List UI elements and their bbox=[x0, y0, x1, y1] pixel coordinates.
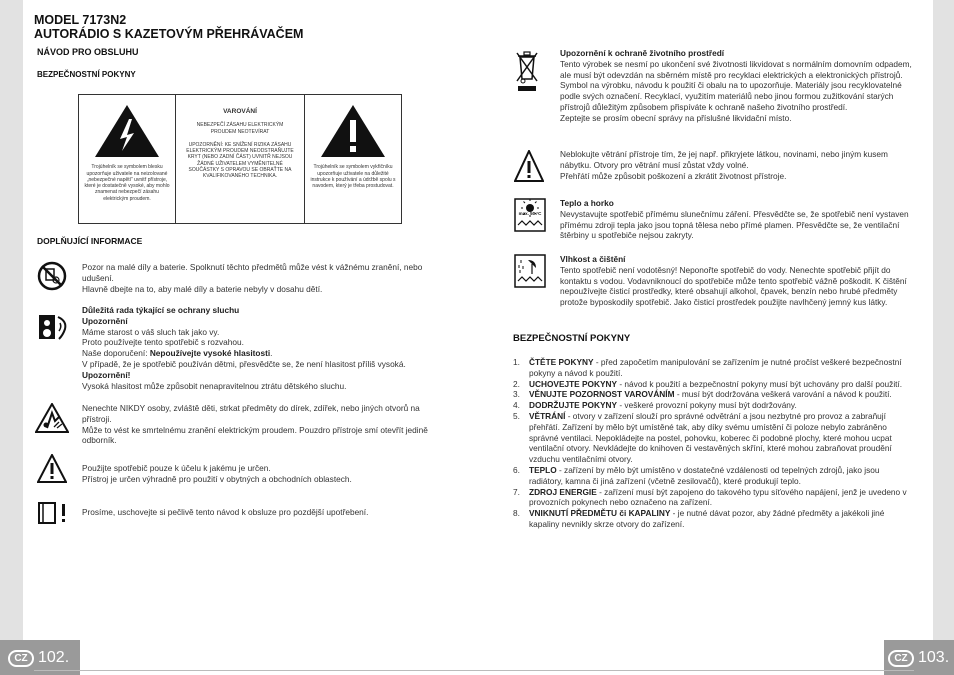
list-item-body bbox=[529, 357, 915, 379]
list-item-body bbox=[529, 465, 915, 487]
list-item-text: - zařízení by mělo být umístěno v dostatečné vzdálenosti od tepelných zdrojů, jako jsou radiátory, kamna či jiná zařízení (včetně zesilovačů), které produkují teplo. bbox=[529, 464, 880, 486]
read-manual-icon bbox=[37, 501, 71, 525]
list-item-text: - zařízení musí být zapojeno do takového typu síťového napájení, jenž je uvedeno v provozních pokynech nebo označeno na zařízení. bbox=[529, 486, 907, 508]
warnbox-center-p2: UPOZORNĚNÍ: KE SNÍŽENÍ RIZIKA ZÁSAHU ELEKTRICKÝM PROUDEM NEODSTRAŇUJTE KRYT (NEBO ZADNÍ ČÁST) UVNITŘ NEJSOU ŽÁDNÉ UŽIVATELEM VYMĚNITELNÉ SOUČÁSTKY S OPRAVOU SE OBRAŤTE NA KVALIFIKOVANÉHO TECHNIKA. bbox=[186, 141, 294, 180]
page-number-right bbox=[888, 649, 949, 667]
small-parts-line2: Hlavně dbejte na to, aby malé díly a baterie nebyly v dosahu dětí. bbox=[82, 283, 323, 294]
list-item-keyword: TEPLO bbox=[529, 464, 557, 475]
hearing-warning-label: Upozornění bbox=[82, 315, 128, 326]
hearing-line2: Proto používejte tento spotřebič s rozvahou. bbox=[82, 337, 244, 348]
heat-icon-label: max. 50 °C bbox=[518, 211, 542, 216]
small-parts-text bbox=[82, 262, 442, 294]
warnbox-right-cell bbox=[305, 95, 401, 223]
list-item bbox=[513, 379, 915, 390]
moisture-text: Tento spotřebič není vodotěsný! Neponořte spotřebič do vody. Nenechte spotřebič přijít do kontaktu s vodou. Vodavniknoucí do spotřebiče může tento spotřebič vážně poškodit. K čištění nepoužívejte čisticí prostředky, které obsahují alkohol, čpavek, benzín nebo hrubé předměty protože byposkodily spotřebič. Jako čisticí prostředek použijte navlhčený jemný kus látky. bbox=[560, 264, 907, 308]
hearing-warning2-label: Upozornění! bbox=[82, 369, 131, 380]
right-margin-band bbox=[933, 0, 954, 675]
bottom-rule bbox=[34, 670, 914, 671]
manual-subtitle: NÁVOD PRO OBSLUHU bbox=[37, 47, 139, 57]
list-item bbox=[513, 389, 915, 400]
page-number-left-value: 102. bbox=[38, 649, 70, 666]
electric-shock-warning-icon bbox=[35, 403, 69, 433]
list-item-text: - otvory v zařízení slouží pro správné odvětrání a jsou nezbytné pro provoz a zabraňují přehřátí. Zařízení by mělo být umístěné tak, aby díky svému umístění či poloze nebylo zabráněno správné ventilaci. Nepokládejte na postel, pohovku, koberec či podobné plochy, které mohou ucpat ventilační otvory. Nevkládejte do knihoven či vestavěných skříní, které mohou zabraňovat proudění vzduchu ventilačními otvory. bbox=[529, 410, 892, 465]
safety-heading-left: BEZPEČNOSTNÍ POKYNY bbox=[37, 70, 136, 79]
warnbox-left-cell bbox=[79, 95, 176, 223]
heat-block bbox=[560, 198, 916, 241]
list-item-keyword: ZDROJ ENERGIE bbox=[529, 486, 597, 497]
list-item-number: 6. bbox=[513, 464, 520, 475]
use-line1: Použijte spotřebič pouze k účelu k jakému je určen. bbox=[82, 463, 271, 473]
ventilation-warning-icon bbox=[514, 150, 544, 183]
caution-icon bbox=[37, 454, 67, 483]
hearing-recommend: Nepoužívejte vysoké hlasitosti bbox=[149, 348, 271, 359]
moisture-block bbox=[560, 254, 916, 308]
shock-line2: Může to vést ke smrtelnému zranění elektrickým proudem. Pouzdro přístroje smí otevřít jedině odborník. bbox=[82, 424, 428, 446]
list-item bbox=[513, 508, 915, 530]
hearing-recommend-label: Naše doporučení: bbox=[82, 348, 150, 359]
list-item-keyword: ČTĚTE POKYNY bbox=[529, 357, 594, 367]
small-parts-line1: Pozor na malé díly a baterie. Spolknutí těchto předmětů může vést k vážnému zranění, nebo udušení. bbox=[82, 262, 423, 283]
environment-text2: Zeptejte se prosím obecní správy na příslušné likvidační místo. bbox=[560, 112, 792, 123]
no-small-parts-icon bbox=[37, 261, 67, 291]
hearing-line4: V případě, že je spotřebič používán dětmi, přesvědčte se, že není hlasitost příliš vysoká. bbox=[82, 358, 406, 369]
hearing-line3 bbox=[82, 348, 442, 359]
list-item-number: 5. bbox=[513, 410, 520, 421]
page-number-right-value: 103. bbox=[918, 649, 950, 666]
list-item-body bbox=[529, 487, 915, 509]
environment-text: Tento výrobek se nesmí po ukončení své životnosti likvidovat s normálním domovním odpadem, ale musí být odevzdán na sběrném místě pro recyklaci elektrických a elektronických přístrojů. Symbol na výrobku, návodu k použití či obalu na to upozorňuje. Materiály jsou recyklovatelné podle svých označení. Recyklací, využitím materiálů nebo jinou formou zužitkování starých přístrojů důležitým způsobem přispíváte k ochraně našeho životního prostředí. bbox=[560, 58, 912, 112]
hearing-line5: Vysoká hlasitost může způsobit nenapravitelnou ztrátu dětského sluchu. bbox=[82, 380, 347, 391]
list-item-text: - veškeré provozní pokyny musí být dodržovány. bbox=[617, 400, 797, 411]
list-item bbox=[513, 400, 915, 411]
ventilation-line2: Přehřátí může způsobit poškození a zkrátit životnost přístroje. bbox=[560, 170, 787, 181]
list-item-text: - návod k použití a bezpečnostní pokyny musí být uchovány pro další použití. bbox=[617, 378, 903, 389]
hearing-block bbox=[82, 305, 442, 391]
intended-use-text bbox=[82, 463, 442, 485]
list-item-text: - je nutné dávat pozor, aby žádné předměty a jakékoli jiné kapaliny nevnikly skrze otvory do zařízení. bbox=[529, 508, 885, 529]
warning-box bbox=[78, 94, 402, 224]
list-item-body bbox=[529, 400, 797, 411]
list-item-body bbox=[529, 508, 915, 530]
product-title: AUTORÁDIO S KAZETOVÝM PŘEHRÁVAČEM bbox=[34, 27, 304, 41]
list-item-keyword: DODRŽUJTE POKYNY bbox=[529, 400, 618, 411]
exclamation-warning-icon bbox=[319, 103, 387, 159]
weee-crossed-bin-icon bbox=[515, 47, 539, 93]
moisture-icon bbox=[514, 254, 546, 288]
warnbox-center-cell bbox=[176, 95, 305, 223]
hearing-line1: Máme starost o váš sluch tak jako vy. bbox=[82, 326, 220, 337]
left-margin-band bbox=[0, 0, 23, 675]
list-item-text: - před započetím manipulování se zařízením je nutné pročíst veškeré bezpečnostní pokyny a návod k použití. bbox=[529, 357, 902, 378]
ventilation-line1: Neblokujte větrání přístroje tím, že jej např. přikryjete látkou, novinami, nebo jiným kusem nábytku. Otvory pro větrání musí zůstat vždy volné. bbox=[560, 149, 888, 170]
hearing-recommend-end: . bbox=[270, 348, 273, 359]
list-item-number: 7. bbox=[513, 486, 520, 497]
list-item-body bbox=[529, 379, 902, 390]
list-item-body bbox=[529, 389, 892, 400]
additional-info-heading: DOPLŇUJÍCÍ INFORMACE bbox=[37, 236, 143, 246]
warnbox-right-text: Trojúhelník se symbolem vykřičníku upozorňuje uživatele na důležité instrukce k používání a údržbě spolu s navodem, který je třeba prostudovat. bbox=[310, 164, 396, 190]
list-item-keyword: VNIKNUTÍ PŘEDMĚTU či KAPALINY bbox=[529, 508, 671, 519]
language-badge-right: CZ bbox=[888, 650, 914, 667]
moisture-title: Vlhkost a čištění bbox=[560, 254, 626, 264]
page-number-left bbox=[8, 649, 69, 667]
list-item-number: 2. bbox=[513, 378, 520, 389]
list-item-keyword: UCHOVEJTE POKYNY bbox=[529, 378, 618, 389]
environment-block bbox=[560, 48, 916, 124]
list-item bbox=[513, 487, 915, 509]
list-item-keyword: VĚTRÁNÍ bbox=[529, 410, 566, 421]
shock-line1: Nenechte NIKDY osoby, zvláště děti, strkat předměty do dírek, zdířek, nebo jiných otvorů na přístroji. bbox=[82, 403, 420, 424]
warnbox-center-p1: NEBEZPEČÍ ZÁSAHU ELEKTRICKÝM PROUDEM NEOTEVÍRAT bbox=[196, 122, 284, 135]
list-item-keyword: VĚNUJTE POZORNOST VAROVÁNÍM bbox=[529, 389, 675, 400]
hearing-protection-icon bbox=[37, 309, 69, 343]
warnbox-left-text: Trojúhelník se symbolem blesku upozorňuje uživatele na neizolované „nebezpečné napětí“ uvnitř přístroje, které je dostatečně vysoké, aby mohlo znamenat nebezpečí zásahu elektrickým proudem. bbox=[84, 164, 170, 202]
heat-text: Nevystavujte spotřebič přímému slunečnímu záření. Přesvědčte se, že spotřebič není vystaven přímému zdroji tepla jako jsou topná tělesa nebo přímé plamen. Přesvědčte se, že ventilační štěrbiny u spotřebiče nejsou zakryty. bbox=[560, 208, 909, 241]
list-item bbox=[513, 465, 915, 487]
use-line2: Přístroj je určen výhradně pro použití v obytných a obchodních oblastech. bbox=[82, 473, 352, 484]
list-item bbox=[513, 357, 915, 379]
manual-keep-text: Prosíme, uschovejte si pečlivě tento návod k obsluze pro pozdější upotřebení. bbox=[82, 507, 369, 517]
hearing-title: Důležitá rada týkající se ochrany sluchu bbox=[82, 305, 240, 315]
ventilation-text bbox=[560, 149, 916, 181]
model-title bbox=[34, 13, 303, 41]
list-item-number: 1. bbox=[513, 357, 520, 367]
safety-heading-right: BEZPEČNOSTNÍ POKYNY bbox=[513, 333, 631, 344]
list-item-text: - musí být dodržována veškerá varování a návod k použití. bbox=[674, 389, 892, 400]
shock-text bbox=[82, 403, 444, 446]
heat-title: Teplo a horko bbox=[560, 198, 614, 208]
list-item-number: 8. bbox=[513, 508, 520, 519]
list-item bbox=[513, 411, 915, 465]
language-badge-left: CZ bbox=[8, 650, 34, 667]
list-item-number: 4. bbox=[513, 400, 520, 411]
list-item-number: 3. bbox=[513, 389, 520, 400]
safety-instructions-list bbox=[513, 357, 915, 530]
warnbox-title: VAROVÁNÍ bbox=[223, 108, 257, 115]
lightning-warning-icon bbox=[93, 103, 161, 159]
model-number: MODEL 7173N2 bbox=[34, 13, 127, 27]
environment-title: Upozornění k ochraně životního prostředí bbox=[560, 48, 725, 58]
list-item-body bbox=[529, 411, 915, 465]
